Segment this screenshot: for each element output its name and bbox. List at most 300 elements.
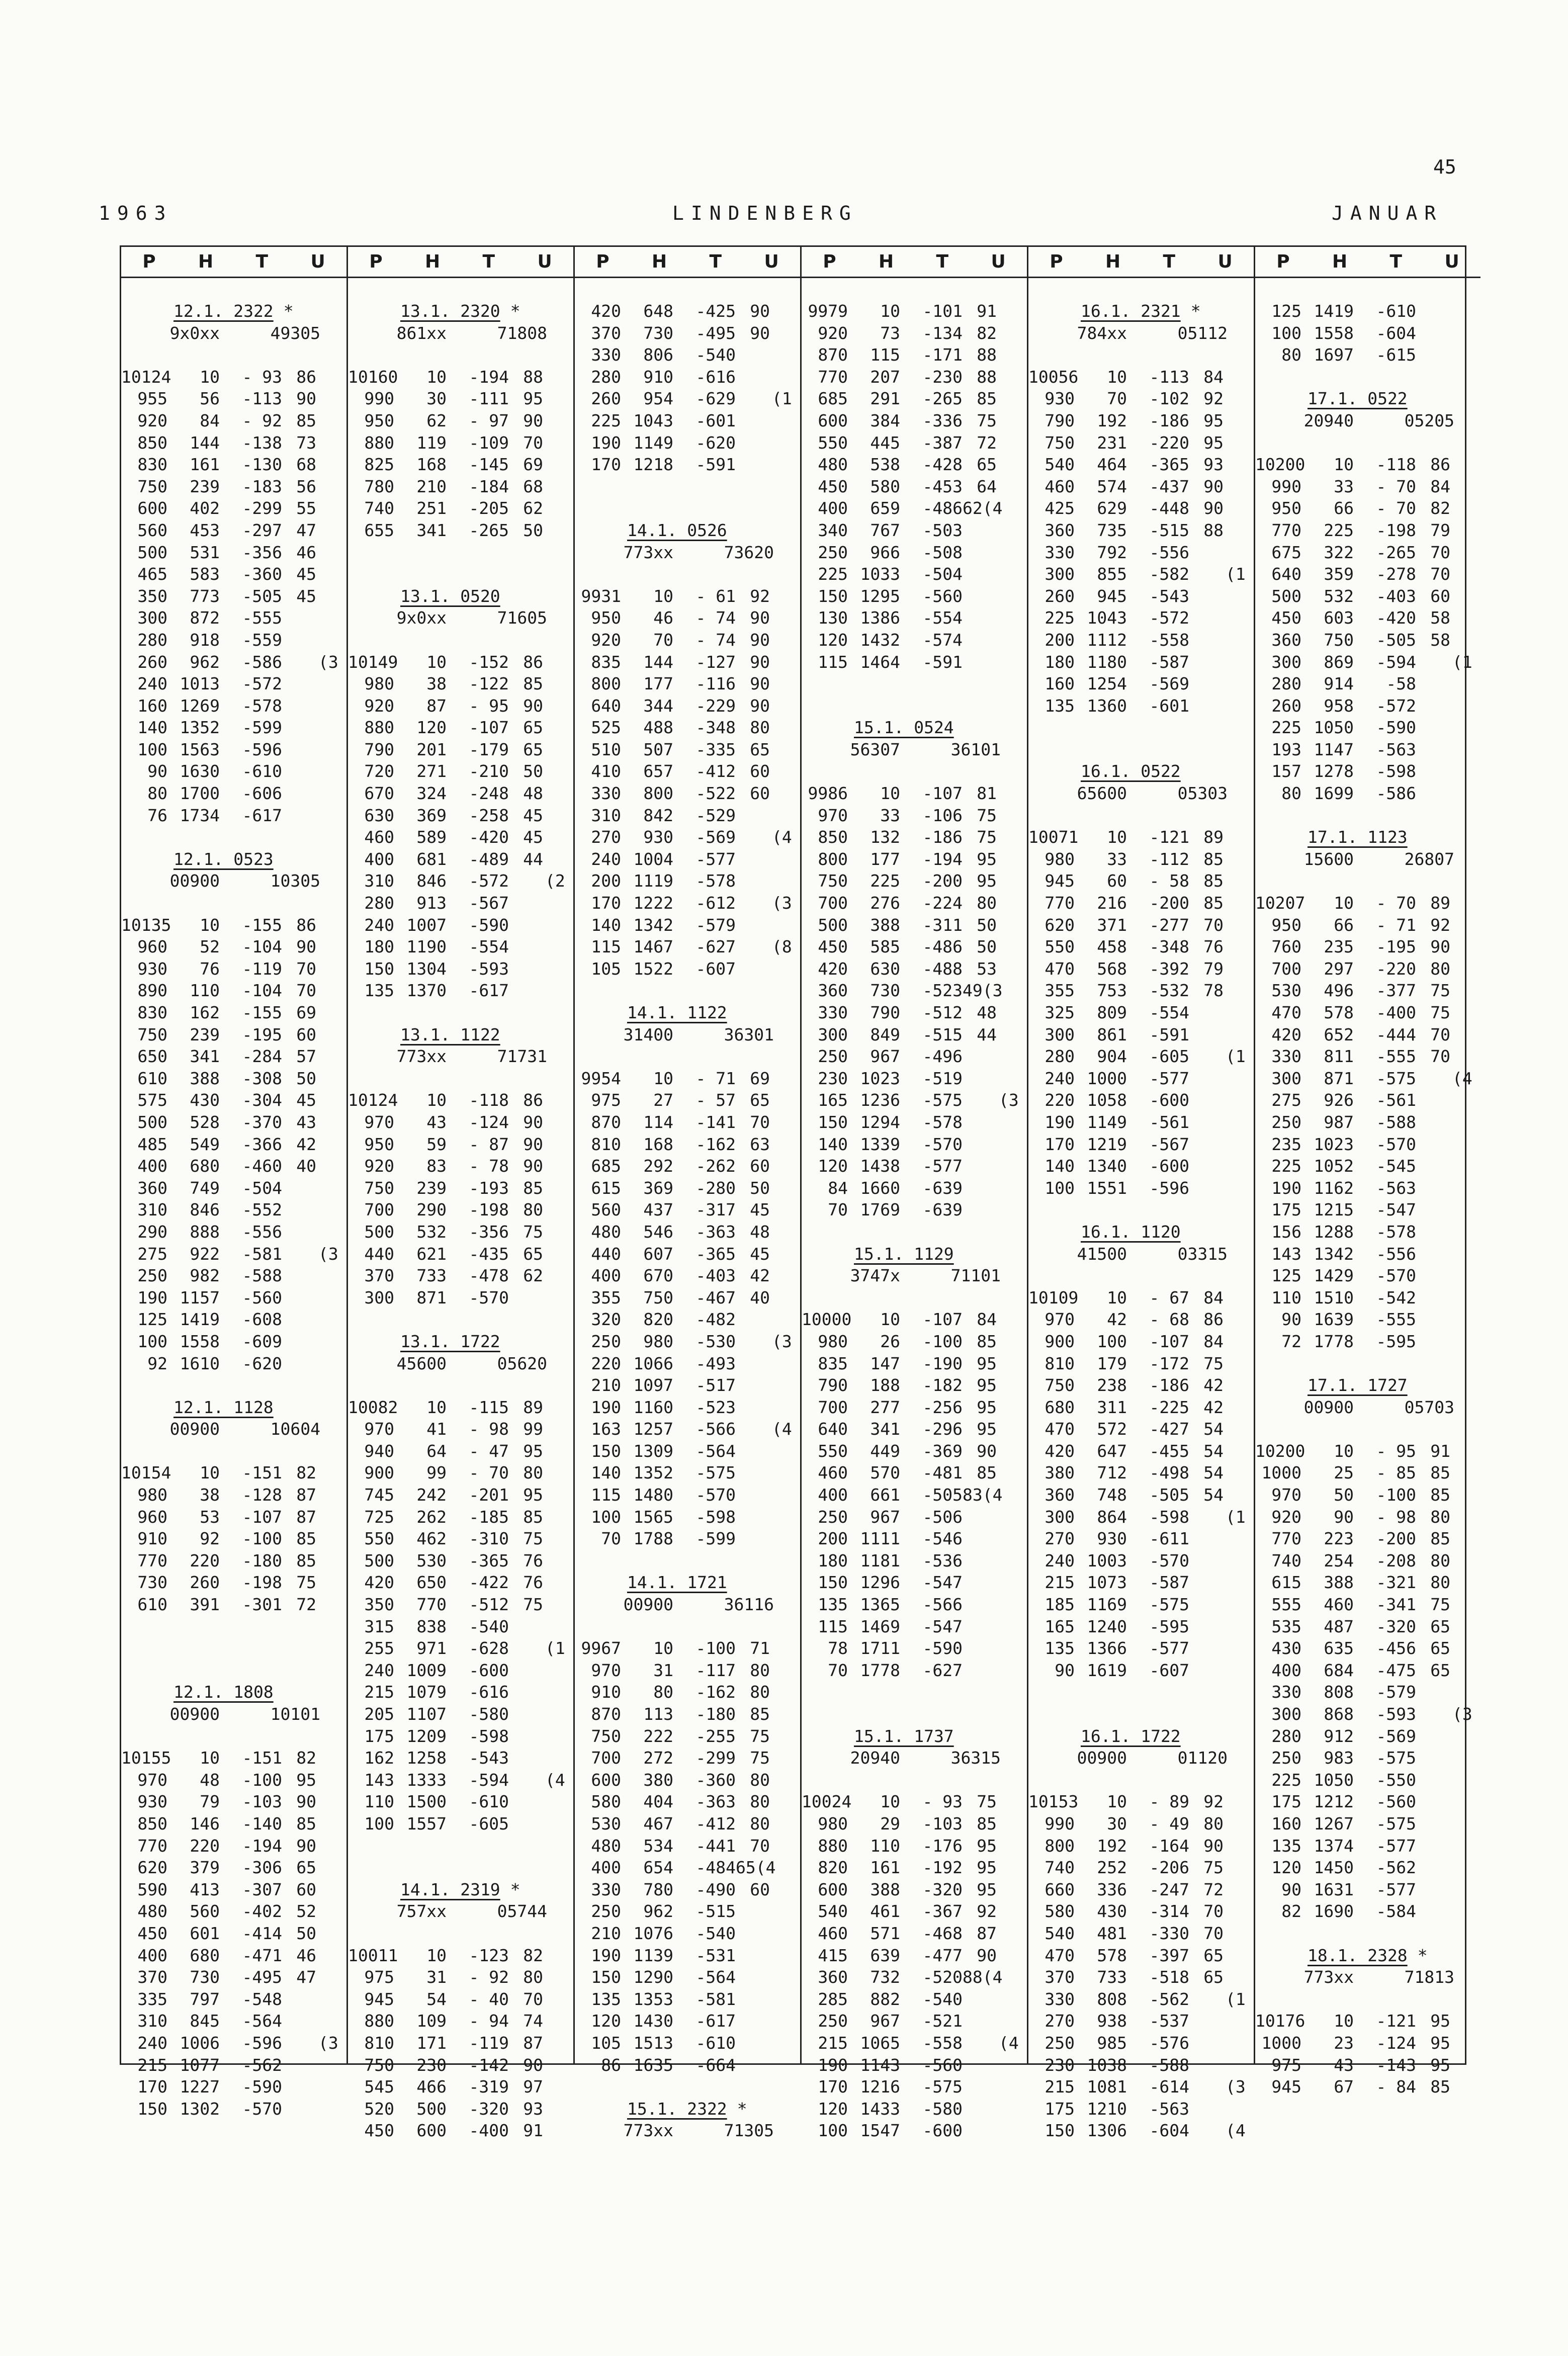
cell-u: 82 — [296, 1748, 316, 1768]
table-row — [121, 2032, 346, 2054]
cell-p: 770 — [137, 1836, 167, 1856]
cell-p: 92 — [147, 1353, 167, 1373]
cell-h: 231 — [1097, 432, 1127, 453]
cell-p: 930 — [1044, 389, 1075, 409]
cell-u: 75 — [523, 1221, 543, 1242]
cell-u: 85 — [1430, 1463, 1450, 1483]
cell-t: -387 — [922, 432, 963, 453]
cell-h: 38 — [426, 674, 447, 694]
table-row — [575, 1923, 800, 1945]
table-row — [1255, 1068, 1480, 1090]
spacer-row — [348, 1857, 573, 1879]
cell-t: -484 — [695, 1858, 736, 1878]
table-row — [1255, 542, 1480, 564]
cell-h: 10 — [426, 652, 447, 672]
cell-t: -595 — [1149, 1616, 1189, 1636]
cell-t: -198 — [1376, 520, 1416, 540]
cell-t: -265 — [469, 520, 509, 540]
ascent-title — [575, 1572, 800, 1594]
cell-p: 330 — [1044, 542, 1075, 562]
ascent-code-1: 773xx — [623, 542, 673, 562]
cell-p: 225 — [1271, 1770, 1301, 1790]
cell-h: 1219 — [1087, 1134, 1127, 1154]
ascent-date-time: 13.1. 2320 — [400, 301, 500, 321]
table-row — [348, 1966, 573, 1988]
cell-p: 770 — [818, 367, 848, 387]
cell-t: -598 — [1376, 761, 1416, 781]
table-row — [348, 1506, 573, 1528]
table-row — [575, 2054, 800, 2076]
cell-t: -562 — [1376, 1858, 1416, 1878]
cell-u: 88 — [977, 367, 997, 387]
cell-p: 100 — [591, 1507, 621, 1527]
cell-t: -591 — [922, 652, 963, 672]
cell-h: 1227 — [180, 2077, 220, 2097]
cell-p: 825 — [364, 455, 394, 475]
table-row — [1028, 870, 1254, 892]
cell-t: -593 — [1376, 1704, 1416, 1724]
cell-u: 40 — [750, 1287, 770, 1307]
ascent-code-1: 20940 — [1303, 410, 1354, 430]
column-header-label: P — [596, 251, 609, 272]
cell-u: 87 — [523, 2033, 543, 2053]
cell-h: 56 — [200, 389, 220, 409]
cell-h: 1058 — [1087, 1090, 1127, 1110]
cell-t: -601 — [1149, 695, 1189, 716]
cell-t: -577 — [1149, 1068, 1189, 1088]
cell-h: 64 — [426, 1441, 447, 1461]
cell-t: -151 — [242, 1463, 282, 1483]
table-row — [802, 826, 1027, 848]
cell-p: 760 — [1271, 937, 1301, 957]
cell-h: 930 — [643, 827, 673, 847]
cell-u: 75 — [977, 805, 997, 825]
cell-t: -112 — [1149, 849, 1189, 869]
cell-p: 590 — [137, 1879, 167, 1899]
table-row — [348, 1703, 573, 1725]
cell-t: -607 — [1149, 1660, 1189, 1680]
table-row — [1255, 717, 1480, 739]
cell-h: 10 — [426, 367, 447, 387]
table-row — [1255, 1024, 1480, 1046]
cell-p: 700 — [591, 1748, 621, 1768]
cell-h: 882 — [870, 1989, 900, 2009]
cell-p: 525 — [591, 718, 621, 738]
cell-t: -475 — [1376, 1660, 1416, 1680]
table-row — [1255, 1725, 1480, 1748]
cell-p: 250 — [818, 2011, 848, 2031]
cell-u: 90 — [1430, 937, 1450, 957]
cell-u: 52 — [296, 1901, 316, 1922]
cell-note: (1 — [1226, 1046, 1246, 1067]
table-row — [1255, 2076, 1480, 2098]
cell-p: 170 — [137, 2077, 167, 2097]
table-row — [121, 805, 346, 827]
table-row — [1028, 1287, 1254, 1309]
table-row — [121, 739, 346, 761]
table-row — [1255, 1484, 1480, 1506]
spacer-row — [1255, 870, 1480, 892]
cell-p: 500 — [818, 915, 848, 935]
table-row — [121, 1221, 346, 1243]
cell-t: -598 — [695, 1507, 736, 1527]
cell-p: 10153 — [1028, 1792, 1079, 1812]
cell-t: -529 — [695, 805, 736, 825]
cell-t: -100 — [1376, 1485, 1416, 1505]
cell-p: 10082 — [348, 1397, 398, 1417]
cell-u: 80 — [523, 1967, 543, 1987]
cell-h: 76 — [200, 958, 220, 979]
cell-p: 355 — [1044, 981, 1075, 1001]
cell-p: 460 — [818, 1923, 848, 1943]
table-row — [1028, 1353, 1254, 1375]
table-row — [802, 1637, 1027, 1660]
cell-p: 240 — [137, 2033, 167, 2053]
table-row — [121, 1353, 346, 1375]
cell-h: 1004 — [633, 849, 673, 869]
cell-h: 48 — [200, 1770, 220, 1790]
ascent-code-2: 36315 — [950, 1748, 1001, 1768]
cell-p: 240 — [137, 674, 167, 694]
ascent-code-row — [121, 1703, 346, 1725]
cell-h: 980 — [643, 1331, 673, 1351]
cell-p: 750 — [1044, 432, 1075, 453]
ascent-code-1: 773xx — [1303, 1967, 1354, 1987]
cell-p: 360 — [137, 1178, 167, 1198]
cell-p: 10160 — [348, 367, 398, 387]
table-row — [575, 1900, 800, 1923]
table-row — [802, 1945, 1027, 1967]
cell-p: 90 — [147, 761, 167, 781]
cell-h: 437 — [643, 1200, 673, 1220]
cell-h: 1711 — [860, 1638, 900, 1659]
cell-t: -617 — [469, 981, 509, 1001]
cell-t: -200 — [1149, 893, 1189, 913]
cell-u: 84 — [977, 1310, 997, 1330]
cell-p: 945 — [1044, 871, 1075, 891]
cell-h: 1302 — [180, 2099, 220, 2119]
table-row — [1255, 958, 1480, 980]
ascent-date-time: 16.1. 0522 — [1081, 761, 1181, 781]
cell-h: 462 — [416, 1529, 447, 1549]
cell-t: -176 — [922, 1836, 963, 1856]
table-row — [575, 432, 800, 454]
cell-p: 740 — [1044, 1858, 1075, 1878]
spacer-row — [348, 1068, 573, 1090]
cell-u: 89 — [1430, 893, 1450, 913]
cell-p: 310 — [137, 1200, 167, 1220]
cell-t: -569 — [695, 827, 736, 847]
cell-h: 80 — [653, 1682, 673, 1702]
cell-t: -572 — [1376, 695, 1416, 716]
cell-t: - 87 — [469, 1134, 509, 1154]
table-row — [802, 1002, 1027, 1024]
cell-p: 540 — [1044, 1923, 1075, 1943]
table-row — [802, 1397, 1027, 1419]
cell-p: 120 — [818, 2099, 848, 2119]
cell-p: 880 — [818, 1836, 848, 1856]
cell-h: 251 — [416, 498, 447, 518]
cell-h: 1365 — [860, 1595, 900, 1615]
table-row — [1028, 1637, 1254, 1660]
cell-t: -299 — [242, 498, 282, 518]
cell-u: 70 — [1430, 1024, 1450, 1044]
cell-p: 10011 — [348, 1945, 398, 1965]
table-row — [802, 388, 1027, 410]
cell-u: 63 — [750, 1134, 770, 1154]
cell-p: 420 — [1271, 1024, 1301, 1044]
cell-u: 85 — [977, 389, 997, 409]
cell-p: 235 — [1271, 1134, 1301, 1154]
cell-note: (1 — [772, 389, 792, 409]
table-row — [1255, 1462, 1480, 1484]
table-row — [575, 673, 800, 695]
cell-t: - 47 — [469, 1441, 509, 1461]
table-row — [802, 1024, 1027, 1046]
cell-p: 150 — [137, 2099, 167, 2119]
cell-p: 115 — [818, 652, 848, 672]
cell-p: 100 — [137, 739, 167, 759]
cell-h: 1690 — [1314, 1901, 1354, 1922]
cell-t: -255 — [695, 1726, 736, 1746]
table-row — [1255, 1681, 1480, 1703]
cell-t: -505 — [1149, 1485, 1189, 1505]
table-row — [121, 1966, 346, 1988]
ascent-code-row — [802, 1265, 1027, 1287]
cell-t: -194 — [242, 1836, 282, 1856]
cell-h: 220 — [190, 1836, 220, 1856]
cell-p: 685 — [818, 389, 848, 409]
cell-h: 730 — [870, 981, 900, 1001]
cell-p: 920 — [364, 695, 394, 716]
cell-p: 480 — [591, 1836, 621, 1856]
cell-t: -101 — [922, 301, 963, 321]
cell-u: 95 — [1430, 2055, 1450, 2075]
cell-p: 100 — [818, 2121, 848, 2141]
cell-u: 70 — [1430, 564, 1450, 584]
table-row — [575, 366, 800, 388]
cell-h: 985 — [1097, 2033, 1127, 2053]
cell-h: 657 — [643, 761, 673, 781]
cell-u: 75 — [750, 1726, 770, 1746]
table-row — [348, 1418, 573, 1440]
cell-u: 44 — [523, 849, 543, 869]
cell-h: 1111 — [860, 1529, 900, 1549]
table-row — [121, 542, 346, 564]
table-row — [1255, 1111, 1480, 1133]
ascent-code-1: 15600 — [1303, 849, 1354, 869]
cell-t: - 70 — [1376, 476, 1416, 496]
cell-p: 980 — [137, 1485, 167, 1505]
cell-p: 810 — [591, 1134, 621, 1154]
cell-p: 310 — [591, 805, 621, 825]
cell-h: 1267 — [1314, 1813, 1354, 1834]
ascent-date-time: 16.1. 1722 — [1081, 1726, 1181, 1746]
cell-h: 621 — [416, 1244, 447, 1264]
table-row — [1028, 1418, 1254, 1440]
cell-h: 820 — [643, 1310, 673, 1330]
table-column-2 — [346, 247, 573, 2141]
spacer-row — [802, 1769, 1027, 1791]
cell-p: 880 — [364, 432, 394, 453]
ascent-code-1: 757xx — [396, 1901, 447, 1922]
cell-u: 87 — [296, 1507, 316, 1527]
cell-u: 92 — [750, 586, 770, 606]
cell-p: 510 — [591, 739, 621, 759]
cell-u: 88 — [977, 345, 997, 365]
cell-u: 91 — [523, 2121, 543, 2141]
cell-h: 1149 — [1087, 1112, 1127, 1132]
ascent-date-time: 12.1. 1128 — [173, 1397, 274, 1417]
cell-t: -566 — [922, 1595, 963, 1615]
table-row — [121, 651, 346, 673]
cell-p: 315 — [364, 1616, 394, 1636]
cell-t: -471 — [242, 1945, 282, 1965]
column-header-label: H — [425, 251, 441, 272]
cell-t: -517 — [695, 1375, 736, 1395]
cell-p: 190 — [137, 1287, 167, 1307]
cell-h: 201 — [416, 739, 447, 759]
cell-h: 578 — [1324, 1003, 1354, 1022]
table-row — [1028, 1089, 1254, 1111]
table-row — [802, 1440, 1027, 1462]
cell-t: -489 — [469, 849, 509, 869]
cell-h: 1254 — [1087, 674, 1127, 694]
cell-u: 95 — [1430, 2033, 1450, 2053]
cell-p: 980 — [364, 674, 394, 694]
cell-u: 90 — [977, 1441, 997, 1461]
cell-p: 670 — [364, 783, 394, 804]
cell-t: -540 — [695, 345, 736, 365]
ascent-code-row — [1028, 1747, 1254, 1769]
ascent-code-row — [348, 1353, 573, 1375]
cell-t: -128 — [242, 1485, 282, 1505]
ascent-code-row — [121, 1418, 346, 1440]
cell-p: 700 — [364, 1200, 394, 1220]
cell-p: 230 — [1044, 2055, 1075, 2075]
cell-u: 65 — [1430, 1616, 1450, 1636]
cell-h: 1157 — [180, 1287, 220, 1307]
cell-t: -609 — [242, 1331, 282, 1351]
cell-h: 659 — [870, 498, 900, 518]
cell-t: -577 — [1376, 1879, 1416, 1899]
cell-t: - 71 — [1376, 915, 1416, 935]
cell-u: 50 — [750, 1178, 770, 1198]
cell-h: 1352 — [633, 1463, 673, 1483]
cell-h: 171 — [416, 2033, 447, 2053]
cell-p: 275 — [137, 1244, 167, 1264]
table-row — [1028, 1528, 1254, 1550]
cell-t: -498 — [1149, 1463, 1189, 1483]
cell-t: -612 — [695, 893, 736, 913]
cell-p: 120 — [1271, 1858, 1301, 1878]
cell-h: 670 — [643, 1266, 673, 1286]
cell-p: 300 — [137, 608, 167, 628]
cell-u: 75 — [296, 1573, 316, 1593]
table-row — [802, 1155, 1027, 1177]
cell-t: -620 — [695, 432, 736, 453]
cell-p: 740 — [364, 498, 394, 518]
table-row — [1255, 2054, 1480, 2076]
cell-p: 600 — [591, 1770, 621, 1790]
table-row — [575, 2032, 800, 2054]
cell-t: -220 — [1376, 958, 1416, 979]
cell-h: 983 — [1324, 1748, 1354, 1768]
cell-t: -195 — [242, 1024, 282, 1044]
cell-t: - 68 — [1149, 1310, 1189, 1330]
column-header-label: T — [255, 251, 269, 272]
cell-h: 1269 — [180, 695, 220, 716]
table-row — [1028, 1966, 1254, 1988]
table-row — [121, 1199, 346, 1221]
table-row — [575, 2010, 800, 2032]
cell-h: 52 — [200, 937, 220, 957]
cell-u: 95 — [977, 1397, 997, 1417]
cell-t: -611 — [1149, 1529, 1189, 1549]
table-row — [802, 870, 1027, 892]
cell-p: 970 — [818, 805, 848, 825]
table-row — [348, 870, 573, 892]
cell-t: -590 — [1376, 718, 1416, 738]
cell-h: 449 — [870, 1441, 900, 1461]
table-row — [802, 980, 1027, 1002]
cell-u: 45 — [750, 1244, 770, 1264]
table-row — [121, 1002, 346, 1024]
column-header-label: H — [1105, 251, 1121, 272]
table-row — [1255, 1594, 1480, 1616]
cell-p: 250 — [818, 1046, 848, 1067]
cell-h: 1374 — [1314, 1836, 1354, 1856]
table-row — [348, 2098, 573, 2120]
table-row — [348, 2076, 573, 2098]
cell-u: 95 — [1430, 2011, 1450, 2031]
cell-h: 1558 — [180, 1331, 220, 1351]
cell-p: 360 — [818, 1967, 848, 1987]
ascent-code-2: 10101 — [270, 1704, 320, 1724]
cell-p: 550 — [818, 1441, 848, 1461]
table-row — [121, 2098, 346, 2120]
cell-p: 190 — [1044, 1112, 1075, 1132]
spacer-row — [348, 1308, 573, 1331]
table-row — [348, 739, 573, 761]
cell-p: 90 — [1055, 1660, 1075, 1680]
cell-h: 341 — [190, 1046, 220, 1067]
cell-u: 65 — [750, 739, 770, 759]
spacer-row — [1255, 1353, 1480, 1375]
table-row — [1028, 1791, 1254, 1813]
cell-h: 630 — [870, 958, 900, 979]
cell-note: (8 — [772, 937, 792, 957]
table-row — [1028, 1900, 1254, 1923]
cell-t: -370 — [242, 1112, 282, 1132]
cell-t: -113 — [242, 389, 282, 409]
cell-p: 330 — [1271, 1046, 1301, 1067]
cell-note: (1 — [1226, 564, 1246, 584]
ascent-date-time: 14.1. 2319 — [400, 1879, 500, 1899]
cell-p: 140 — [818, 1134, 848, 1154]
cell-h: 914 — [1324, 674, 1354, 694]
cell-t: -299 — [695, 1748, 736, 1768]
cell-u: 75 — [523, 1529, 543, 1549]
cell-h: 534 — [643, 1836, 673, 1856]
cell-t: -519 — [922, 1068, 963, 1088]
cell-h: 800 — [643, 783, 673, 804]
cell-u: 87 — [977, 1923, 997, 1943]
cell-t: -552 — [242, 1200, 282, 1220]
spacer-row — [348, 344, 573, 366]
cell-u: 90 — [523, 410, 543, 430]
cell-p: 280 — [1271, 674, 1301, 694]
